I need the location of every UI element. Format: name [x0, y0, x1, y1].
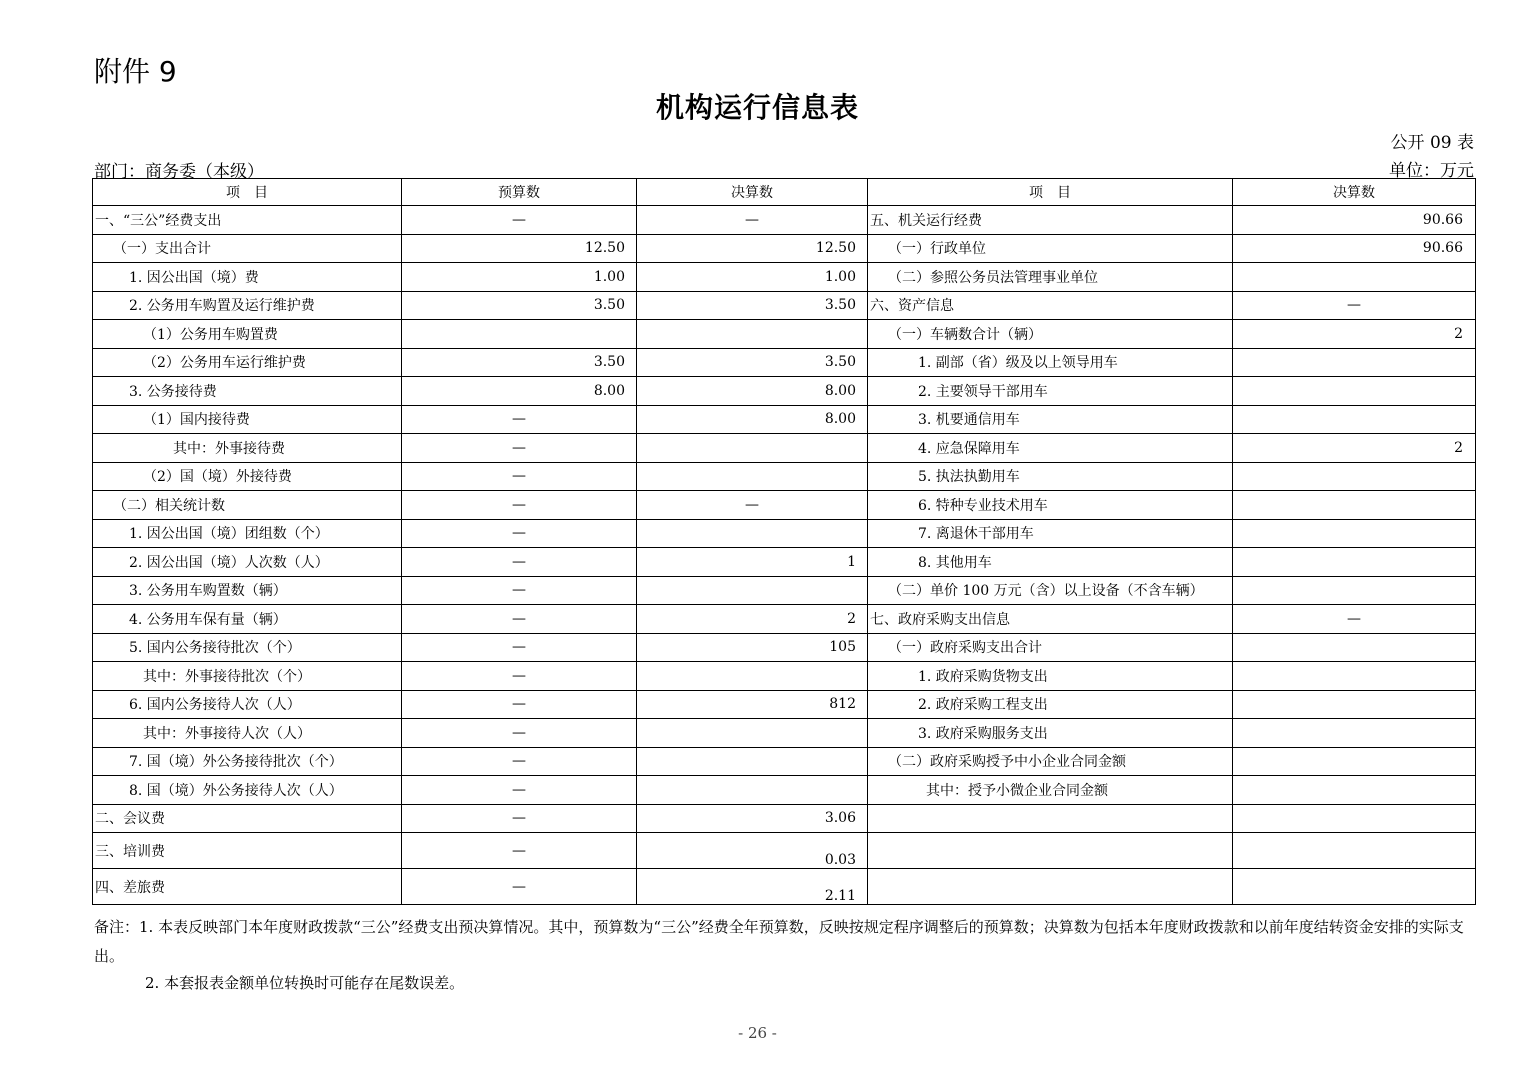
- final-cell: 3.06: [637, 804, 868, 833]
- table-row: [93, 206, 1476, 235]
- budget-cell: 3.50: [402, 291, 637, 320]
- budget-cell: —: [402, 804, 637, 833]
- item-cell: （1）国内接待费: [93, 405, 402, 434]
- final-cell: 2: [637, 605, 868, 634]
- final-cell: [637, 747, 868, 776]
- final-cell: [637, 519, 868, 548]
- item-right-cell: 2. 主要领导干部用车: [868, 377, 1233, 406]
- department-label: 部门：商务委（本级）: [94, 162, 264, 182]
- table-row: [93, 263, 1476, 292]
- item-right-cell: （一）车辆数合计（辆）: [868, 320, 1233, 349]
- item-cell: 其中：外事接待批次（个）: [93, 662, 402, 691]
- item-right-cell: （一）行政单位: [868, 234, 1233, 263]
- item-cell: 3. 公务接待费: [93, 377, 402, 406]
- budget-cell: [402, 320, 637, 349]
- item-right-cell: （一）政府采购支出合计: [868, 633, 1233, 662]
- item-right-cell: 3. 政府采购服务支出: [868, 719, 1233, 748]
- final-right-cell: 2: [1233, 434, 1476, 463]
- final-cell: 3.50: [637, 291, 868, 320]
- item-right-cell: （二）参照公务员法管理事业单位: [868, 263, 1233, 292]
- table-row: [93, 462, 1476, 491]
- table-row: [93, 869, 1476, 905]
- attachment-label: 附件 9: [94, 55, 177, 88]
- item-cell: （1）公务用车购置费: [93, 320, 402, 349]
- final-right-cell: 90.66: [1233, 206, 1476, 235]
- item-cell: 1. 因公出国（境）团组数（个）: [93, 519, 402, 548]
- budget-cell: —: [402, 405, 637, 434]
- budget-cell: —: [402, 548, 637, 577]
- item-right-cell: 5. 执法执勤用车: [868, 462, 1233, 491]
- final-cell: 105: [637, 633, 868, 662]
- item-cell: 其中：外事接待人次（人）: [93, 719, 402, 748]
- final-right-cell: [1233, 462, 1476, 491]
- budget-cell: 12.50: [402, 234, 637, 263]
- budget-cell: —: [402, 206, 637, 235]
- table-row: [93, 605, 1476, 634]
- table-row: [93, 690, 1476, 719]
- item-right-cell: 六、资产信息: [868, 291, 1233, 320]
- budget-cell: —: [402, 747, 637, 776]
- final-cell: 812: [637, 690, 868, 719]
- item-right-cell: 其中：授予小微企业合同金额: [868, 776, 1233, 805]
- item-right-cell: 3. 机要通信用车: [868, 405, 1233, 434]
- note-2: 2. 本套报表金额单位转换时可能存在尾数误差。: [145, 974, 465, 992]
- item-cell: 8. 国（境）外公务接待人次（人）: [93, 776, 402, 805]
- final-cell: 2.11: [637, 869, 868, 905]
- final-cell: [637, 662, 868, 691]
- budget-cell: —: [402, 605, 637, 634]
- table-row: [93, 491, 1476, 520]
- budget-cell: —: [402, 633, 637, 662]
- budget-cell: —: [402, 462, 637, 491]
- final-cell: 0.03: [637, 833, 868, 869]
- item-cell: （2）国（境）外接待费: [93, 462, 402, 491]
- final-cell: [637, 434, 868, 463]
- budget-cell: —: [402, 662, 637, 691]
- table-row: [93, 719, 1476, 748]
- table-row: [93, 320, 1476, 349]
- budget-cell: —: [402, 833, 637, 869]
- table-row: [93, 833, 1476, 869]
- item-cell: 二、会议费: [93, 804, 402, 833]
- item-cell: 1. 因公出国（境）费: [93, 263, 402, 292]
- final-cell: 1.00: [637, 263, 868, 292]
- final-right-cell: [1233, 747, 1476, 776]
- final-cell: [637, 320, 868, 349]
- budget-cell: —: [402, 776, 637, 805]
- item-right-cell: 五、机关运行经费: [868, 206, 1233, 235]
- budget-cell: —: [402, 519, 637, 548]
- header-item-right: 项 目: [868, 179, 1233, 206]
- final-right-cell: [1233, 348, 1476, 377]
- table-row: [93, 804, 1476, 833]
- final-right-cell: [1233, 804, 1476, 833]
- final-right-cell: [1233, 405, 1476, 434]
- table-number: 公开 09 表: [1390, 133, 1474, 153]
- item-right-cell: 1. 副部（省）级及以上领导用车: [868, 348, 1233, 377]
- budget-cell: —: [402, 576, 637, 605]
- header-final-right: 决算数: [1233, 179, 1476, 206]
- item-right-cell: 七、政府采购支出信息: [868, 605, 1233, 634]
- table-header-row: [93, 179, 1476, 206]
- final-cell: [637, 776, 868, 805]
- final-cell: [637, 576, 868, 605]
- final-right-cell: [1233, 263, 1476, 292]
- table-row: [93, 662, 1476, 691]
- item-cell: 7. 国（境）外公务接待批次（个）: [93, 747, 402, 776]
- final-cell: [637, 462, 868, 491]
- final-cell: 1: [637, 548, 868, 577]
- final-right-cell: —: [1233, 605, 1476, 634]
- budget-cell: 8.00: [402, 377, 637, 406]
- budget-cell: —: [402, 434, 637, 463]
- final-right-cell: 2: [1233, 320, 1476, 349]
- table-row: [93, 291, 1476, 320]
- budget-cell: —: [402, 491, 637, 520]
- item-cell: 一、“三公”经费支出: [93, 206, 402, 235]
- table-row: [93, 434, 1476, 463]
- final-cell: 3.50: [637, 348, 868, 377]
- budget-cell: 1.00: [402, 263, 637, 292]
- item-right-cell: （二）单价 100 万元（含）以上设备（不含车辆）: [868, 576, 1233, 605]
- item-right-cell: （二）政府采购授予中小企业合同金额: [868, 747, 1233, 776]
- header-budget: 预算数: [402, 179, 637, 206]
- final-right-cell: [1233, 690, 1476, 719]
- item-cell: （一）支出合计: [93, 234, 402, 263]
- item-cell: （2）公务用车运行维护费: [93, 348, 402, 377]
- item-cell: 5. 国内公务接待批次（个）: [93, 633, 402, 662]
- budget-cell: —: [402, 719, 637, 748]
- final-right-cell: [1233, 491, 1476, 520]
- item-right-cell: [868, 804, 1233, 833]
- header-final: 决算数: [637, 179, 868, 206]
- final-cell: —: [637, 206, 868, 235]
- final-right-cell: [1233, 576, 1476, 605]
- item-right-cell: 6. 特种专业技术用车: [868, 491, 1233, 520]
- item-right-cell: 7. 离退休干部用车: [868, 519, 1233, 548]
- item-right-cell: [868, 869, 1233, 905]
- final-right-cell: [1233, 633, 1476, 662]
- item-right-cell: 4. 应急保障用车: [868, 434, 1233, 463]
- item-right-cell: 8. 其他用车: [868, 548, 1233, 577]
- budget-cell: —: [402, 869, 637, 905]
- item-right-cell: 1. 政府采购货物支出: [868, 662, 1233, 691]
- item-cell: 6. 国内公务接待人次（人）: [93, 690, 402, 719]
- table-row: [93, 776, 1476, 805]
- table-row: [93, 519, 1476, 548]
- table-row: [93, 633, 1476, 662]
- table-row: [93, 747, 1476, 776]
- budget-cell: —: [402, 690, 637, 719]
- item-cell: 3. 公务用车购置数（辆）: [93, 576, 402, 605]
- table-row: [93, 234, 1476, 263]
- final-cell: 12.50: [637, 234, 868, 263]
- final-cell: 8.00: [637, 405, 868, 434]
- item-cell: 2. 因公出国（境）人次数（人）: [93, 548, 402, 577]
- final-cell: —: [637, 491, 868, 520]
- final-cell: [637, 719, 868, 748]
- item-cell: 四、差旅费: [93, 869, 402, 905]
- final-right-cell: [1233, 548, 1476, 577]
- info-table: [92, 178, 1476, 905]
- item-right-cell: 2. 政府采购工程支出: [868, 690, 1233, 719]
- page-title: 机构运行信息表: [655, 91, 859, 124]
- final-right-cell: 90.66: [1233, 234, 1476, 263]
- item-cell: 2. 公务用车购置及运行维护费: [93, 291, 402, 320]
- page-number: - 26 -: [738, 1024, 777, 1042]
- item-cell: （二）相关统计数: [93, 491, 402, 520]
- budget-cell: 3.50: [402, 348, 637, 377]
- unit-label: 单位：万元: [1389, 161, 1474, 181]
- header-item: 项 目: [93, 179, 402, 206]
- final-right-cell: [1233, 719, 1476, 748]
- item-cell: 4. 公务用车保有量（辆）: [93, 605, 402, 634]
- final-cell: 8.00: [637, 377, 868, 406]
- table-row: [93, 576, 1476, 605]
- final-right-cell: [1233, 776, 1476, 805]
- final-right-cell: [1233, 833, 1476, 869]
- table-row: [93, 377, 1476, 406]
- table-row: [93, 548, 1476, 577]
- final-right-cell: [1233, 869, 1476, 905]
- final-right-cell: —: [1233, 291, 1476, 320]
- table-row: [93, 348, 1476, 377]
- table-row: [93, 405, 1476, 434]
- item-right-cell: [868, 833, 1233, 869]
- item-cell: 其中：外事接待费: [93, 434, 402, 463]
- final-right-cell: [1233, 519, 1476, 548]
- item-cell: 三、培训费: [93, 833, 402, 869]
- final-right-cell: [1233, 377, 1476, 406]
- note-1: 备注：1. 本表反映部门本年度财政拨款“三公”经费支出预决算情况。其中，预算数为“三公”经费全年预算数，反映按规定程序调整后的预算数；决算数为包括本年度财政拨款和以前年度结转资金安排的实际支出。: [94, 918, 1464, 965]
- final-right-cell: [1233, 662, 1476, 691]
